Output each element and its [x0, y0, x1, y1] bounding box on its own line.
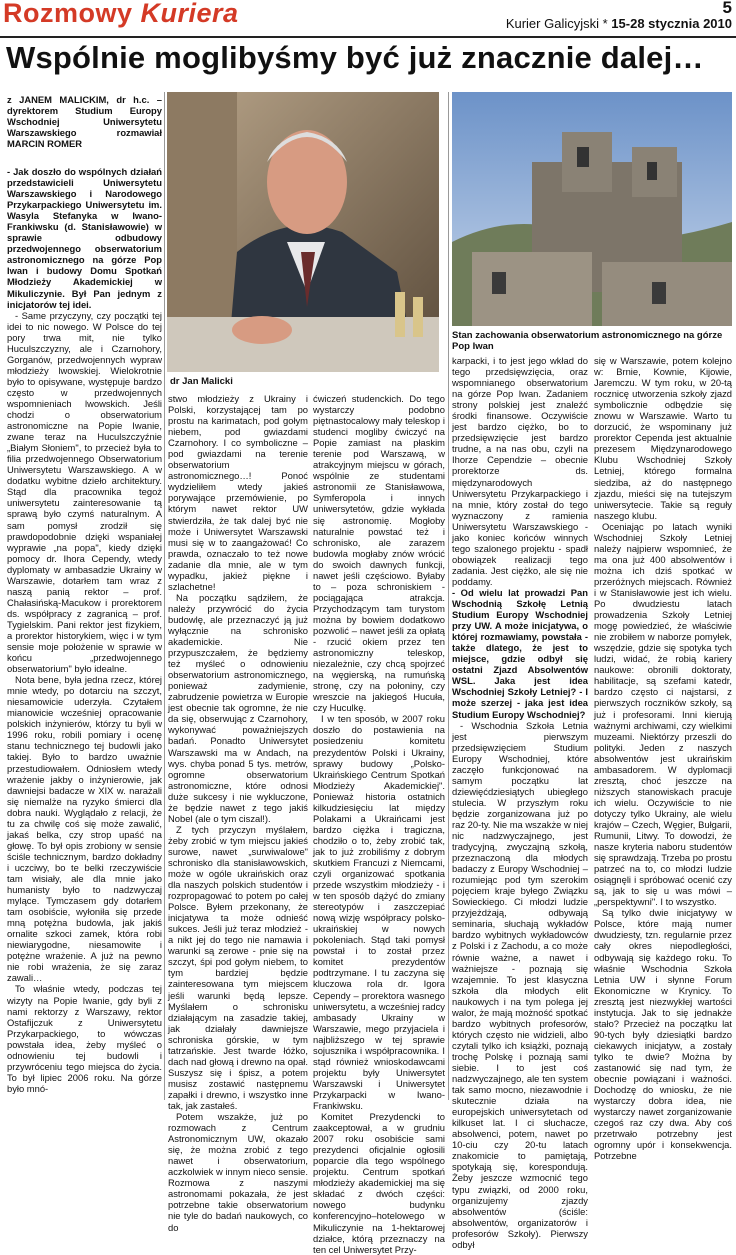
- issue-line: Kurier Galicyjski * 15-28 stycznia 2010: [505, 16, 732, 31]
- article-headline: Wspólnie moglibyśmy być już znacznie dalej…: [6, 40, 704, 75]
- observatory-image: [452, 92, 732, 326]
- question-1: - Jak doszło do wspólnych działań przedstawicieli Uniwersytetu Warszawskiego i Narodowego Przykarpackiego Uniwersytetu im. Wasyla Stefanyka w Iwano-Frankiwsku (d. Stanisławowie) w sprawie odbudowy przedwojennego obserwatorium astronomicznego na górze Pop Iwan i budowy Domu Spotkań Młodzieży Akademickiej w Mikuliczynie. Był Pan jednym z inicjatorów tej idei.: [7, 166, 162, 310]
- paragraph: To właśnie wtedy, podczas tej wizyty na Popie Iwanie, gdy byli z nami rektorzy z Warszawy, rektor Ostafijczuk z Uniwersytetu Przykarpackiego, to wówczas powstała idea, żeby myśleć o odnowieniu tej budowli i przywróceniu tego miejsca do życia. To był lipiec 2006 roku. Na górze było mnó-: [7, 983, 162, 1094]
- question-2: - Od wielu lat prowadzi Pan Wschodnią Szkołę Letnią Studium Europy Wschodniej przy UW. A może inicjatywa, o której rozmawiamy, powstała - także dlatego, że jest to miejsce, gdzie odbył się ostatni Zjazd Absolwentów WSL. Jaka jest idea Wschodniej Szkoły Letniej? - I może szerzej - jaka jest idea Studium Europy Wschodniej?: [452, 586, 588, 720]
- column-divider: [448, 92, 449, 1100]
- paragraph: się w Warszawie, potem kolejno w: Brnie, Kownie, Kijowie, Jaremczu. W tym roku, w 20-tą rocznicę utworzenia szkoły zjazd symbolicznie odbędzie się znowu w Warszawie. Warto tu dorzucić, że wspominany już prorektor Cependa jest aktualnie prezesem Międzynarodowego Klubu Wschodniej Szkoły Letniej, którego formalna siedziba, aż do następnego zjazdu, mieści się na tutejszym uniwersytecie. Takie są reguły naszego klubu.: [594, 355, 732, 521]
- paragraph: - Wschodnia Szkoła Letnia jest pierwszym przedsięwzięciem Studium Europy Wschodniej, które zaczęło funkcjonować na samym początku lat dziewięćdziesiątych ubiegłego stulecia. W przyszłym roku będzie zorganizowana już po raz 20-ty. Nie ma wszakże w niej nic nadzwyczajnego, jest tradycyjną, zwyczajną szkołą, przeznaczoną dla młodych badaczy z Europy Wschodniej – rozumiejąc pod tym szerokim pojęciem kraje byłego Związku Sowieckiego. Ci młodzi ludzie przyjeżdżają, odbywają seminaria, słuchają wykładów bardzo wybitnych wykładowców z Polski i z Zachodu, a co może równie ważne, a nawet i ważniejsze - poznają się wzajemnie. To jest klasyczna szkoła dla młodych elit naukowych i na tym polega jej walor, że mają możność spotkać bardzo wybitnych profesorów, których często nie widzieli, albo czytali tylko ich książki, poznają trochę Polskę i poznają sami siebie. I to jest coś nadzwyczajnego, ale ten system tak samo mocno, niezawodnie i skutecznie działa na europejskich uniwersytetach od kilkuset lat. I ci słuchacze, absolwenci, potem, nawet po 10-ciu czy 20-tu latach znakomicie to pamiętają, spotykają się, korespondują. Żeby jeszcze wzmocnić tego typu związki, od 2000 roku, organizujemy zjazdy absolwentów (ściśle: absolwentów, organizatorów i profesorów Szkoły). Pierwszy odbył: [452, 719, 588, 1250]
- paragraph: Na początku sądziłem, że należy przywrócić do życia budowlę, ale przeznaczyć ją już wyłącznie na schronisko akademickie. Nie przypuszczałem, że będziemy też myśleć o odnowieniu obserwatorium astronomicznego, ponieważ zadymienie, zabrudzenie powietrza w Europie jest obecnie tak ogromne, że nie da się, obserwując z Czarnohory, wykonywać poważniejszych badań. Ponadto Uniwersytet Warszawski ma w Andach, na wys. chyba ponad 5 tys. metrów, ogromne obserwatorium astronomiczne, które odnosi duże sukcesy i nie wykluczone, że będzie nawet z tego jakiś Nobel (ale o tym ciszal!).: [168, 591, 308, 824]
- article-intro: [7, 94, 162, 149]
- paragraph: - Same przyczyny, czy początki tej idei to nic nowego. W Polsce do tej pory trwa mit, nie tylko Huculszczyzny, ale i Czarnohory, Gorganów, przedwojennych wypraw młodzieży lwowskiej. Wielokrotnie było to opisywane, występuje bardzo często w przedwojennych wspomnieniach lwowskich. Jeśli chodzi o obserwatorium astronomiczne na Popie Iwanie, zwane teraz na Huculszczyźnie „Białym Słoniem", to przecież była to filia przedwojennego Obserwatorium Uniwersytetu Warszawskiego. A w dodatku wybitne dzieło architektury. Stąd dla pracownika tegoż uniwersytetu zainteresowanie tą sprawą było czymś naturalnym. A sam pomysł zrodził się prawdopodobnie dzięki wspaniałej wyprawie „na popa", kiedy dzięki pomocy dr. Ihora Cependy, wtedy dyplomaty w ambasadzie Ukrainy w Warszawie, dotarłem tam wraz z naszą panią rektor – prof. Chałasińską-Macukow i prorektorem ds. współpracy z zagranicą – prof. Tygielskim. Pani rektor jest fizykiem, a prorektor historykiem, więc i w tym sensie moje położenie w sprawie w końcu „przedwojennego obserwatorium" było idealne.: [7, 309, 162, 675]
- observatory-photo: [452, 92, 732, 326]
- paragraph: ćwiczeń studenckich. Do tego wystarczy podobno piętnastocalowy mały teleskop i studenci mogliby ćwiczyć na Popie zamiast na płaskim terenie pod Warszawą, w atrakcyjnym miejscu w górach, wspólnie ze studentami astronomii ze Stanisławowa, Symferopola i innych uniwersytetów, gdzie wykłada się astronomię. Mogłoby naturalnie powstać też i schronisko, ale zarazem budowla mogłaby znów wrócić do swoich dawnych funkcji, nawet jeśli częściowo. Byłaby to – poza schroniskiem - pociągająca atrakcja. Przychodzącym tam turystom można by bowiem dodatkowo pozwolić – nawet jeśli za opłatą - rzucić okiem przez ten astronomiczny teleskop, niezależnie, czy chcą spojrzeć na węgierską, na rumuńską stronę, czy na połoniny, czy wreszcie na jakiegoś Hucuła, czy Huculkę.: [313, 393, 445, 714]
- paragraph: stwo młodzieży z Ukrainy i Polski, korzystającej tam po prostu na karimatach, pod gołym niebem, pod gwiazdami Czarnohory. I co symboliczne – pod gwiazdami na terenie obserwatorium astronomicznego…! Ponoć wydzieliłem wtedy jakieś porywające przemówienie, po którym nawet rektor UW stwierdziła, że tak dalej być nie może i Uniwersytet Warszawski musi się w to zaangażować! Co prawda, oznaczało to też nowe zadanie dla mnie, ale w tym wypadku, jakież piękne i szlachetne!: [168, 393, 308, 592]
- paragraph: I w ten sposób, w 2007 roku doszło do postawienia na posiedzeniu komitetu prezydentów Polski i Ukrainy, sprawy budowy „Polsko-Ukraińskiego Centrum Spotkań Młodzieży Akademickiej". Ponieważ historia ostatnich kilkudziesięciu lat między Polakami a Ukraińcami jest bardzo ciężka i tragiczna, chodziło o to, żeby zrobić tak, jak to już zrobiliśmy z dobrym skutkiem Francuzi z Niemcami, czyli organizować spotkania przede wszystkim młodzieży - i w ten sposób dążyć do zmiany stereotypów i zaszczepiać nową wizję współpracy polsko-ukraińskiej w nowych pokoleniach. Stąd taki pomysł powstał i to został przez komitet prezydentów podtrzymane. I tu zaczyna się kluczowa rola dr. Igora Cependy – prorektora wasnego uniwersytetu, a wcześniej radcy ambasady Ukrainy w Warszawie, mego przyjaciela i najbliższego w tej sprawie sojusznika i współpracownika. I stąd również wnioskodawcami projektu były Uniwersytet Warszawski i Uniwersytet Przykarpacki w Iwano-Frankiwsku.: [313, 713, 445, 1111]
- article-column-3: [313, 393, 445, 1255]
- article-column-4: [452, 355, 588, 1250]
- article-column-2: [168, 393, 308, 1233]
- section-title: Rozmowy Kuriera: [3, 0, 239, 28]
- page-number: 5: [722, 0, 732, 17]
- paragraph: Z tych przyczyn myślałem, żeby zrobić w tym miejscu jakieś surowe, nawet „surwiwalowe" schronisko dla stanisławowskich, może w ogóle ukraińskich oraz dla naszych polskich studentów i rozpropagować to potem po całej Polsce. Byłem przekonany, że inicjatywa ta może odnieść sukces. Jeśli już teraz młodzież - a nikt jej do tego nie namawia i warunki są zerowe - pnie się na szczyt, śpi pod gołym niebem, to tym bardziej będzie zainteresowana tym miejscem jeśli warunki będą lepsze. Myślałem o schronisku działającym na zasadzie takiej, jak działały dawniejsze schroniska górskie, w tym tatrzańskie. Jest twarde łóżko, dach nad głową i drewno na opał. Suszysz się i śpisz, a potem musisz zostawić następnemu zapałki i drewno, i wszystko inne tak, jak zastałeś.: [168, 823, 308, 1111]
- paragraph: Nota bene, była jedna rzecz, której mnie wtedy, po dotarciu na szczyt, niesamowicie uderzyła. Czytałem mianowicie wcześniej opracowanie polskich inżynierów, którzy tu byli w 1996 roku, robili pomiary i ocenę stanu technicznego tej budowli jako takiej. Było to bardzo uważnie przestudiowałem. Odniosłem wtedy wrażenie jakby o inżynierowie, jak dawniejsi badacze w XIX w. narażali się niemalże na ryzyko śmierci dla dobra nauki. Wyglądało z relacji, że tu za chwilę coś się może zawalić, jakaś belka, czy strop upaść na głowę. To był opis zrobiony w sensie ściśle technicznym, bardzo dokładny i uczciwy, bo te belki rzeczywiście tam wisiały, ale dla mnie jako humanisty było to nadzwyczaj mylące. Tymczasem gdy dotarłem tam osobiście, wyłoniła się przede mną potężna budowla, jak jakiś ornalite szkoci zamek, która robi niewiarygodne, niesamowite i potężne wrażenie. A już na pewno nie robi wrażenia, że się zaraz zawali…: [7, 674, 162, 984]
- observatory-caption: Stan zachowania obserwatorium astronomicznego na górze Pop Iwan: [452, 330, 723, 352]
- paragraph: Są tylko dwie inicjatywy w Polsce, które mają numer dwudziesty, tzn. regularnie przez cały okres niepodległości, odbywają się każdego roku. To właśnie Wschodnia Szkoła Letnia UW i słynne Forum Ekonomiczne w Krynicy. To zresztą jest niezwykłej wartości instytucja. Jak to się jednakże stało? Przecież na początku lat 90-tych były dziesiątki bardzo ciekawych inicjatyw, a zostały tylko te dwie? Można by zastanowić się nad tym, że obecnie powiązani i ważności. Dochodzę do wniosku, że nie wystarczy dobra idea, nie wystarczy nawet zorganizowanie czegoś raz czy dwa. Aby coś przetrwało potrzebny jest ogromny upór i konsekwencja. Potrzebne: [594, 907, 732, 1162]
- paragraph: Komitet Prezydencki to zaakceptował, a w grudniu 2007 roku osobiście sami prezydenci oficjalnie ogłosili poparcie dla tego wspólnego projektu. Centrum spotkań młodzieży akademickiej ma się składać z dwóch części: nowego budynku konferencyjno–hotelowego w Mikuliczynie na 1-hektarowej działce, którą przeznaczy na ten cel Uniwersytet Przy-: [313, 1111, 445, 1255]
- article-column-5: [594, 355, 732, 1162]
- column-divider: [164, 92, 165, 1100]
- paragraph: Oceniając po latach wyniki Wschodniej Szkoły Letniej należy najpierw wspomnieć, że ma ona już 400 absolwentów i można ich dziś spotkać w przeróżnych miejscach. Również i w Stanisławowie jest ich wielu. Po dwudziestu latach prowadzenia Szkoły Letniej mogę powiedzieć, że właściwie nie zrobiłem w naborze pomyłek, wszędzie, gdzie się spotyka tych ludzi, widać, że robią kariery naukowe: obronili doktoraty, habilitacje, są szefami katedr, bardzo często ci najstarsi, z pierwszych roczników szkoły, są już i profesorami. Inni kierują ważnymi archiwami, czy wielkimi muzeami. Niektórzy przeszli do polityki. Jeden z naszych absolwentów jest ukraińskim ambasadorem. W dyplomacji zresztą, choć jeszcze na niższych stanowiskach pracuje ich wielu. Oczywiście to nie dotyczy tylko Ukrainy, ale wielu krajów – Czech, Węgier, Bułgarii, Rumunii, Litwy. To dowodzi, że nasze kryteria naboru studentów się sprawdzają. Trzeba po prostu patrzeć na to, co młodzi ludzie osiągnęli i spróbować ocenić czy są, jak to się u was mówi – „perspektywni". I to wszystko.: [594, 520, 732, 908]
- paragraph: Potem wszakże, już po rozmowach z Centrum Astronomicznym UW, okazało się, że można zrobić z tego nawet i obserwatorium, aczkolwiek w innym nieco sensie. Rozmowa z naszymi astronomami pokazała, że jest potrzebne takie obserwatorium nie tyle do badań naukowych, co do: [168, 1111, 308, 1233]
- intro-text: z JANEM MALICKIM, dr h.c. – dyrektorem Studium Europy Wschodniej Uniwersytetu Warszawskiego rozmawiał MARCIN ROMER: [7, 94, 162, 150]
- portrait-image: [167, 92, 439, 372]
- page-header: [0, 0, 736, 38]
- portrait-photo: [167, 92, 439, 372]
- article-column-1: [7, 166, 162, 1100]
- paragraph: karpacki, i to jest jego wkład do tego przedsięwzięcia, oraz wspomnianego obserwatorium na górze Pop Iwan. Zadaniem strony polskiej jest znaleźć środki finansowe. Oczywiście jest bardzo ciężko, bo to przedsięwzięcie jest bardzo trudne, a na nas obu, czyli na Ihorze Cependzie – obecnie prorektorze ds. międzynarodowych Uniwersytetu Przykarpackiego i na mnie, który został do tego wyznaczony z ramienia Uniwersytetu Warszawskiego - jako koniec końców winnych tego szalonego projektu - spadł obowiązek realizacji tego zadania. Jest ciężko, ale się nie poddamy.: [452, 355, 588, 587]
- portrait-caption: dr Jan Malicki: [170, 376, 233, 387]
